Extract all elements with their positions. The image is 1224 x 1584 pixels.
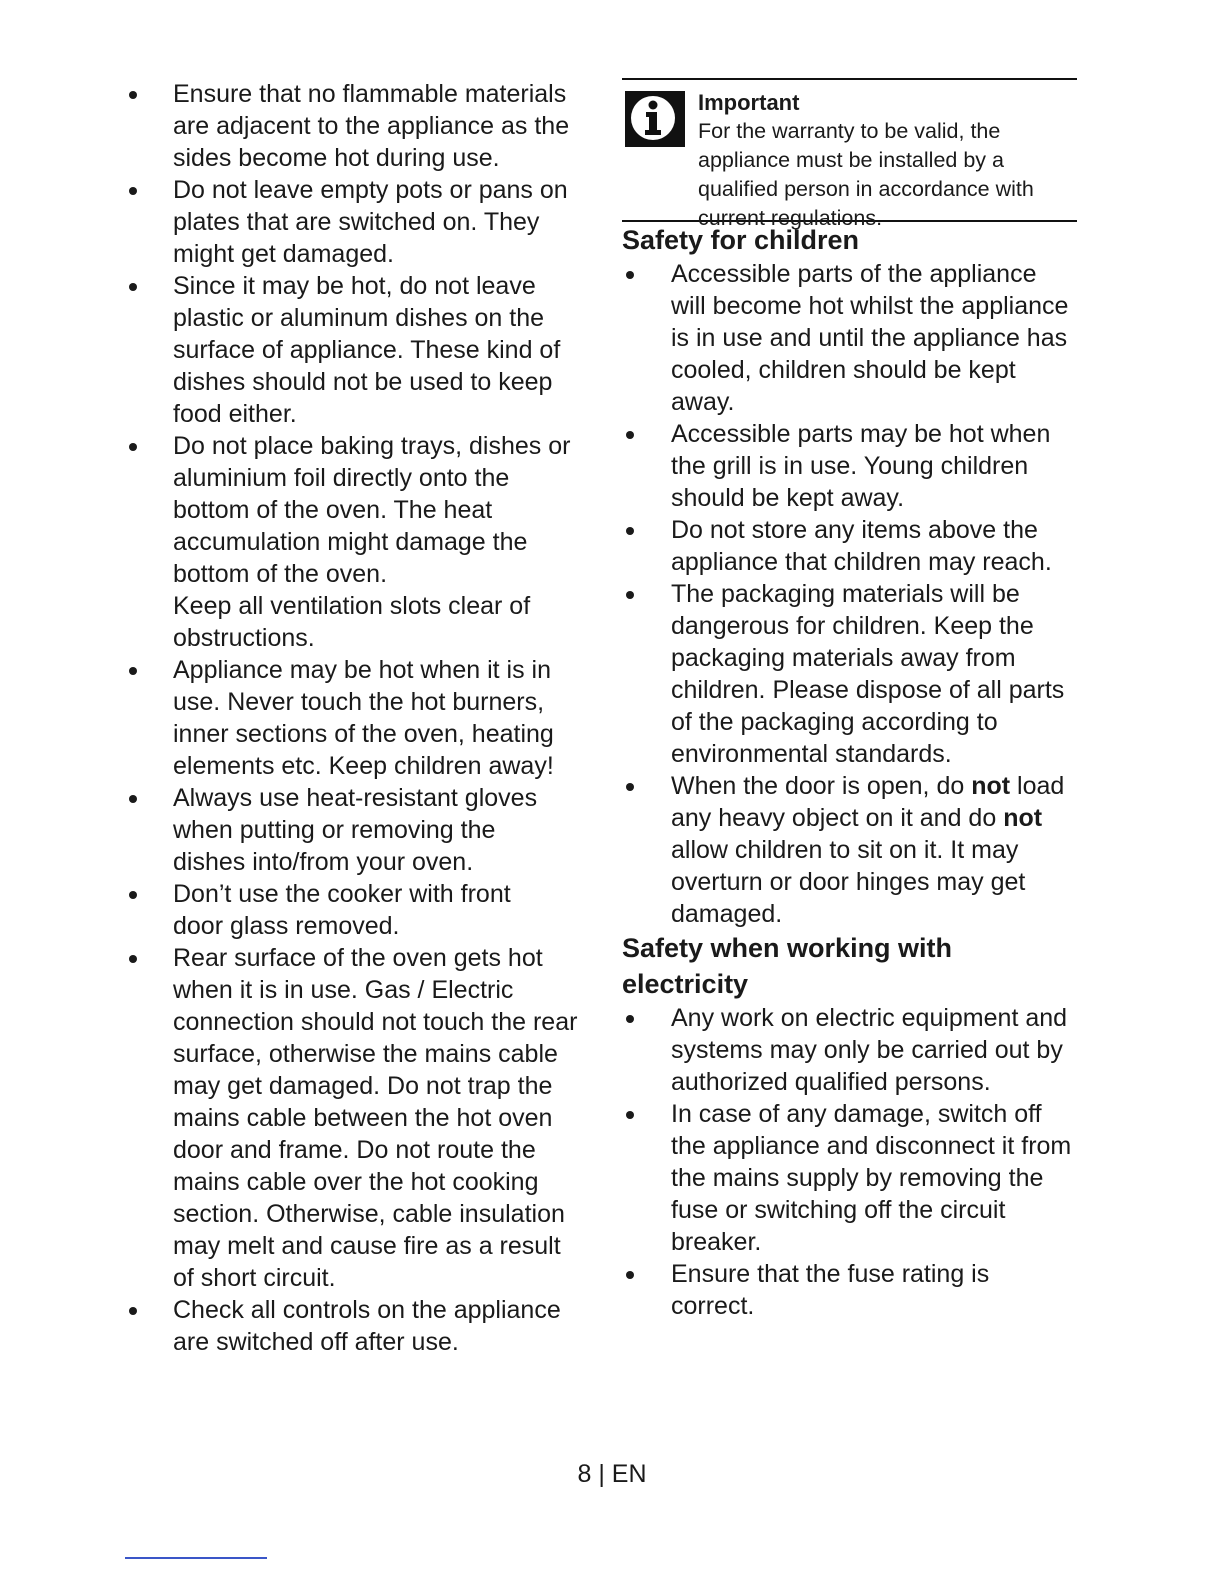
list-item: Do not leave empty pots or pans on plates that are switched on. They might get damaged. [125,174,573,270]
electricity-bullet-list [622,1002,1077,1322]
list-item: Do not place baking trays, dishes or aluminium foil directly onto the bottom of the oven. The heat accumulation might damage the bottom of the oven. Keep all ventilation slots clear of obstructions. [125,430,583,654]
list-item: Check all controls on the appliance are switched off after use. [125,1294,573,1358]
important-body: For the warranty to be valid, the appliance must be installed by a qualified person in accordance with current regulations. [698,119,1034,230]
left-bullet-list [125,78,590,1358]
list-item: Since it may be hot, do not leave plastic or aluminum dishes on the surface of appliance. These kind of dishes should not be used to keep food either. [125,270,593,430]
list-item: Accessible parts of the appliance will become hot whilst the appliance is in use and until the appliance has cooled, children should be kept away. [622,258,1071,418]
info-icon [624,90,686,148]
page-number: 8 | EN [577,1460,647,1488]
list-item: Ensure that no flammable materials are adjacent to the appliance as the sides become hot during use. [125,78,593,174]
list-item: Any work on electric equipment and systems may only be carried out by authorized qualified persons. [622,1002,1071,1098]
right-column [622,78,1077,1322]
heading-safety-children: Safety for children [622,225,860,255]
list-item: The packaging materials will be dangerous for children. Keep the packaging materials away from children. Please dispose of all parts of the packaging according to environmental standards. [622,578,1069,770]
important-notice [622,78,1077,230]
list-item: Don’t use the cooker with front door glass removed. [125,878,563,942]
list-item: Accessible parts may be hot when the grill is in use. Young children should be kept away. [622,418,1081,514]
list-item: When the door is open, do not load any heavy object on it and do not allow children to sit on it. It may overturn or door hinges may get damaged. [622,770,1081,930]
list-item: Rear surface of the oven gets hot when it is in use. Gas / Electric connection should not touch the rear surface, otherwise the mains cable may get damaged. Do not trap the mains cable between the hot oven door and frame. Do not route the mains cable over the hot cooking section. Otherwise, cable insulation may melt and cause fire as a result of short circuit. [125,942,583,1294]
list-item: Always use heat-resistant gloves when putting or removing the dishes into/from your oven. [125,782,573,878]
ventilation-note: Keep all ventilation slots clear of obstructions. [173,592,531,652]
list-item: In case of any damage, switch off the appliance and disconnect it from the mains supply by removing the fuse or switching off the circuit breaker. [622,1098,1081,1258]
left-column [125,78,590,1358]
important-title: Important [698,90,800,115]
heading-safety-electricity: Safety when working with electricity [622,933,953,999]
list-item: Appliance may be hot when it is in use. Never touch the hot burners, inner sections of the oven, heating elements etc. Keep children away! [125,654,593,782]
children-bullet-list [622,258,1077,930]
footer-rule [125,1557,267,1559]
list-item: Do not store any items above the appliance that children may reach. [622,514,1081,578]
list-item: Ensure that the fuse rating is correct. [622,1258,1031,1322]
